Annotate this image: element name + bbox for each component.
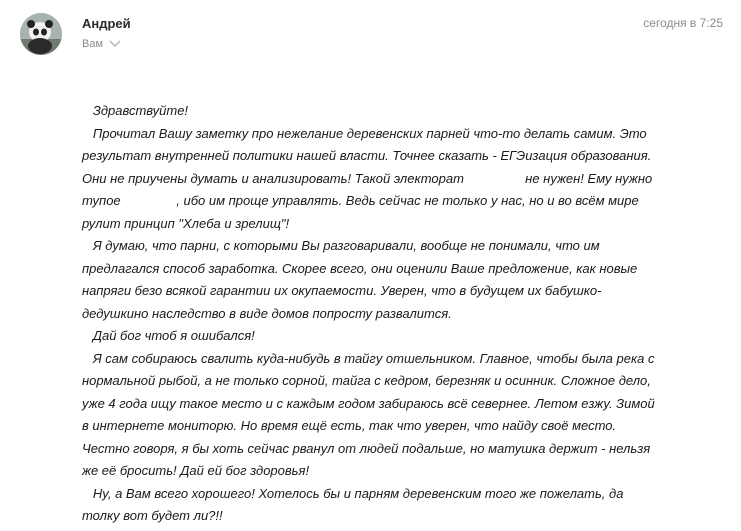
- message-line-part: Они не приучены думать и анализировать! Такой электорат: [82, 170, 468, 186]
- recipient-dropdown[interactable]: [82, 38, 121, 50]
- message-line: [82, 190, 722, 213]
- message-line-part: тупое: [82, 193, 125, 208]
- chevron-down-icon: [109, 40, 121, 48]
- message-line: уже 4 года ищу такое место и с каждым годом забираюсь всё севернее. Летом езжу. Зимой: [82, 395, 655, 411]
- message-line-part: , ибо им проще управлять. Ведь сейчас не только у нас, но и во всём мире: [176, 193, 639, 208]
- message-line: [82, 168, 722, 191]
- message-header: [0, 0, 741, 70]
- message-line: Честно говоря, я бы хоть сейчас рванул от людей подальше, но матушка держит - нельзя: [82, 440, 651, 456]
- message-line-part: не нужен! Ему нужно: [521, 170, 653, 186]
- message-line: дедушкино наследство в виде домов попросту развалится.: [82, 305, 452, 321]
- message-line: в интернете мониторю. Но время ещё есть, так что уверен, что найду своё место.: [82, 418, 617, 433]
- message-line: Здравствуйте!: [82, 103, 189, 118]
- message-line: рулит принцип "Хлеба и зрелищ"!: [82, 215, 290, 231]
- message-line: Я сам собираюсь свалить куда-нибудь в тайгу отшельником. Главное, чтобы была река с: [82, 350, 655, 366]
- message-line: напряги безо всякой гарантии их окупаемости. Уверен, что в будущем их бабушко-: [82, 283, 602, 298]
- message-line: Ну, а Вам всего хорошего! Хотелось бы и парням деревенским того же пожелать, да: [82, 485, 624, 501]
- message-body: [82, 100, 722, 528]
- sender-name[interactable]: Андрей: [82, 16, 131, 31]
- message-line: Прочитал Вашу заметку про нежелание деревенских парней что-то делать самим. Это: [82, 125, 647, 141]
- sender-avatar[interactable]: [20, 13, 62, 55]
- message-timestamp: сегодня в 7:25: [643, 16, 723, 30]
- message-line: же её бросить! Дай ей бог здоровья!: [82, 463, 310, 478]
- recipient-label: Вам: [82, 38, 104, 50]
- message-line: толку вот будет ли?!!: [82, 508, 223, 523]
- message-line: Дай бог чтоб я ошибался!: [82, 328, 255, 343]
- message-line: предлагался способ заработка. Скорее всего, они оценили Ваше предложение, как новые: [82, 260, 638, 276]
- message-line: результат внутренней политики нашей власти. Точнее сказать - ЕГЭизация образования.: [82, 148, 652, 163]
- avatar-photo-icon: [20, 13, 62, 55]
- message-line: нормальной рыбой, а не только сорной, тайга с кедром, березняк и осинник. Сложное дело,: [82, 373, 651, 388]
- message-line: Я думаю, что парни, с которыми Вы разговаривали, вообще не понимали, что им: [82, 238, 600, 253]
